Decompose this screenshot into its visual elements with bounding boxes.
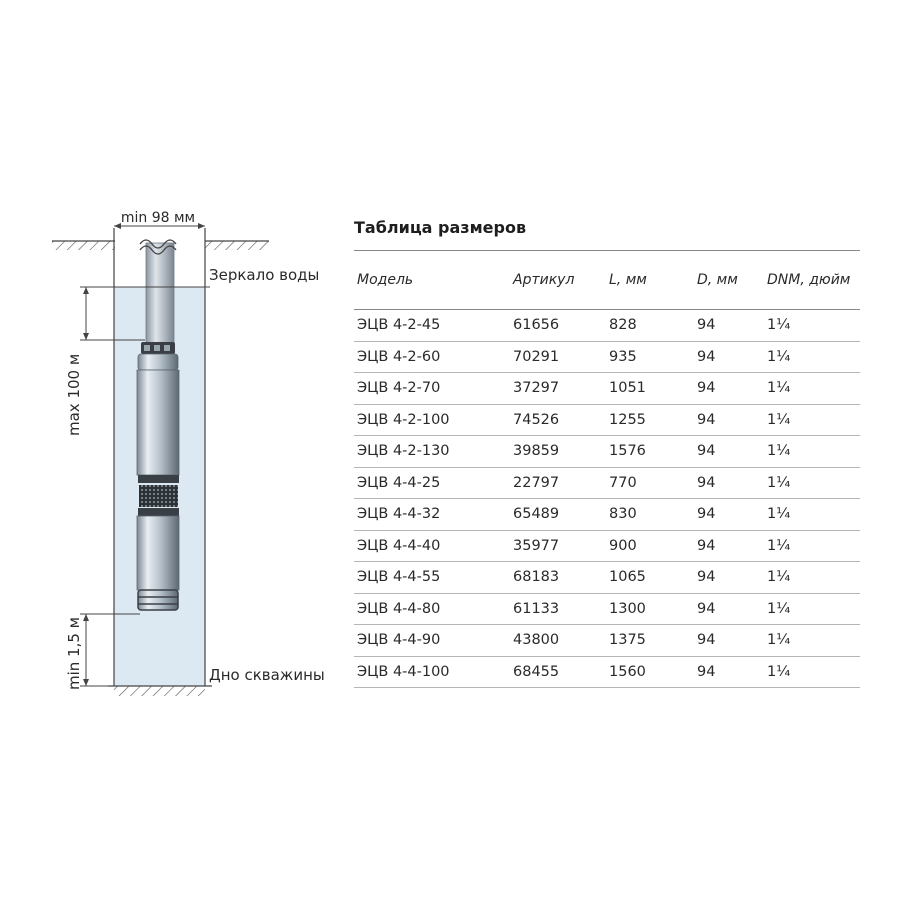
cell-length: 1051	[606, 373, 694, 405]
cell-diameter: 94	[694, 404, 764, 436]
cell-article: 68455	[510, 656, 606, 688]
cell-diameter: 94	[694, 373, 764, 405]
cell-article: 35977	[510, 530, 606, 562]
well-pump-diagram	[0, 0, 350, 900]
cell-model: ЭЦВ 4-4-32	[354, 499, 510, 531]
cell-dnm: 1¼	[764, 656, 860, 688]
cell-length: 1065	[606, 562, 694, 594]
table-title: Таблица размеров	[354, 218, 527, 237]
cell-length: 1375	[606, 625, 694, 657]
submersible-pump	[137, 342, 179, 610]
cell-article: 22797	[510, 467, 606, 499]
cell-length: 1255	[606, 404, 694, 436]
table-row	[354, 593, 860, 625]
size-table	[354, 250, 860, 688]
header-dnm: DNM, дюйм	[764, 251, 860, 310]
size-table-section	[354, 216, 860, 688]
cell-length: 770	[606, 467, 694, 499]
cell-article: 68183	[510, 562, 606, 594]
cell-model: ЭЦВ 4-4-90	[354, 625, 510, 657]
table-row	[354, 373, 860, 405]
cell-diameter: 94	[694, 310, 764, 342]
cell-article: 37297	[510, 373, 606, 405]
table-row	[354, 467, 860, 499]
table-row	[354, 404, 860, 436]
table-row	[354, 310, 860, 342]
cell-article: 61133	[510, 593, 606, 625]
header-diameter: D, мм	[694, 251, 764, 310]
cell-article: 61656	[510, 310, 606, 342]
min-bottom-label: min 1,5 м	[65, 617, 83, 690]
table-row	[354, 625, 860, 657]
cell-diameter: 94	[694, 436, 764, 468]
min-width-label: min 98 мм	[120, 210, 196, 226]
table-row	[354, 436, 860, 468]
cell-dnm: 1¼	[764, 467, 860, 499]
cell-dnm: 1¼	[764, 530, 860, 562]
cell-dnm: 1¼	[764, 593, 860, 625]
cell-dnm: 1¼	[764, 625, 860, 657]
cell-model: ЭЦВ 4-2-100	[354, 404, 510, 436]
cell-model: ЭЦВ 4-2-45	[354, 310, 510, 342]
cell-dnm: 1¼	[764, 562, 860, 594]
cell-model: ЭЦВ 4-2-130	[354, 436, 510, 468]
header-length: L, мм	[606, 251, 694, 310]
cell-diameter: 94	[694, 625, 764, 657]
cell-dnm: 1¼	[764, 499, 860, 531]
cell-length: 1560	[606, 656, 694, 688]
cell-model: ЭЦВ 4-4-55	[354, 562, 510, 594]
cell-diameter: 94	[694, 499, 764, 531]
cell-article: 65489	[510, 499, 606, 531]
cell-model: ЭЦВ 4-4-80	[354, 593, 510, 625]
cell-model: ЭЦВ 4-4-100	[354, 656, 510, 688]
cell-diameter: 94	[694, 593, 764, 625]
table-row	[354, 562, 860, 594]
table-body	[354, 310, 860, 688]
table-row	[354, 530, 860, 562]
cell-length: 1300	[606, 593, 694, 625]
cell-diameter: 94	[694, 530, 764, 562]
header-model: Модель	[354, 251, 510, 310]
cell-dnm: 1¼	[764, 404, 860, 436]
cell-model: ЭЦВ 4-4-40	[354, 530, 510, 562]
table-row	[354, 499, 860, 531]
table-row	[354, 656, 860, 688]
cell-article: 43800	[510, 625, 606, 657]
cell-model: ЭЦВ 4-2-60	[354, 341, 510, 373]
cell-length: 830	[606, 499, 694, 531]
well-bottom-label: Дно скважины	[209, 666, 325, 684]
table-row	[354, 341, 860, 373]
max-depth-label: max 100 м	[65, 353, 83, 436]
cell-model: ЭЦВ 4-2-70	[354, 373, 510, 405]
header-article: Артикул	[510, 251, 606, 310]
cell-length: 900	[606, 530, 694, 562]
cell-dnm: 1¼	[764, 436, 860, 468]
cell-length: 828	[606, 310, 694, 342]
cell-length: 935	[606, 341, 694, 373]
cell-length: 1576	[606, 436, 694, 468]
cell-article: 70291	[510, 341, 606, 373]
cell-diameter: 94	[694, 562, 764, 594]
cell-model: ЭЦВ 4-4-25	[354, 467, 510, 499]
cell-dnm: 1¼	[764, 310, 860, 342]
cell-article: 39859	[510, 436, 606, 468]
cell-diameter: 94	[694, 656, 764, 688]
cell-diameter: 94	[694, 467, 764, 499]
well-bottom	[108, 686, 212, 696]
cell-dnm: 1¼	[764, 373, 860, 405]
water-mirror-label: Зеркало воды	[209, 266, 320, 284]
cell-article: 74526	[510, 404, 606, 436]
cell-dnm: 1¼	[764, 341, 860, 373]
table-header-row	[354, 251, 860, 310]
cell-diameter: 94	[694, 341, 764, 373]
